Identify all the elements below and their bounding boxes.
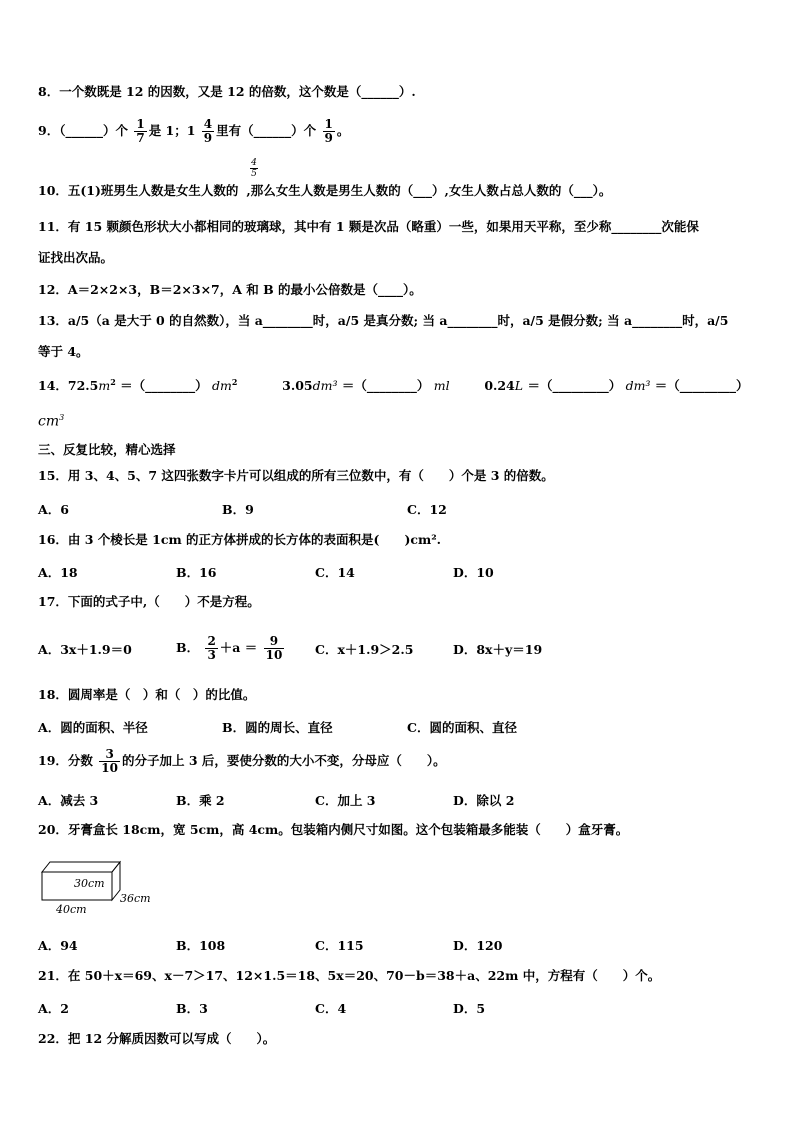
question-17: 17．下面的式子中,（ ）不是方程。 xyxy=(38,594,260,609)
q20-option-b[interactable]: B．108 xyxy=(176,938,226,953)
q20-option-d[interactable]: D．120 xyxy=(453,938,503,953)
question-14: 14．$72.5m^2$ ＝（________） $dm^2$ 3.05dm³ ＝（________） ml 0.24L ＝（_________） dm³ ＝（_________） xyxy=(38,377,749,394)
q21-option-b[interactable]: B．3 xyxy=(176,1001,208,1016)
q14-unit-dm3: dm³ xyxy=(312,378,338,394)
question-12: 12．A＝2×2×3，B＝2×3×7，A 和 B 的最小公倍数是（____）。 xyxy=(38,282,422,297)
q9-fraction-1 xyxy=(134,118,146,145)
q14-cm3-text: cm xyxy=(38,413,60,430)
q19-option-b[interactable]: B．乘 2 xyxy=(176,793,225,808)
q9-blank-2: ______ xyxy=(253,123,292,138)
q15-option-c[interactable]: C．12 xyxy=(407,502,447,517)
q14-text-d: ＝（________） xyxy=(341,378,430,394)
question-8 xyxy=(38,84,416,100)
question-9 xyxy=(38,116,349,146)
q10-frac-numerator: 4 xyxy=(251,158,257,168)
q19-option-a[interactable]: A．减去 3 xyxy=(38,793,99,808)
q19-numerator: 3 xyxy=(99,748,120,762)
q9-f3-denominator: 9 xyxy=(324,131,333,145)
q16-option-d[interactable]: D．10 xyxy=(453,565,494,580)
q17-b-f1-denominator: 3 xyxy=(207,648,216,662)
q15-option-b[interactable]: B．9 xyxy=(222,502,254,517)
q14-text-e: 0.24 xyxy=(484,378,515,394)
q15-option-a[interactable]: A．6 xyxy=(38,502,69,517)
box-figure xyxy=(38,858,168,918)
question-19 xyxy=(38,746,446,776)
q14-unit-dm3-b: dm³ xyxy=(625,378,651,394)
q21-option-d[interactable]: D．5 xyxy=(453,1001,486,1016)
q9-f2-denominator: 9 xyxy=(203,131,213,145)
q9-text-b: ）个 xyxy=(102,123,128,138)
q14-unit-dm: dm xyxy=(212,378,232,394)
q9-text-c: 是 1；1 xyxy=(148,123,196,138)
q10-text-d: ）。 xyxy=(592,183,612,198)
q17-option-c[interactable]: C．x＋1.9＞2.5 xyxy=(315,642,414,657)
q19-text-a: 19．分数 xyxy=(38,753,93,768)
q8-blank: ______ xyxy=(361,84,399,99)
q10-frac-denominator: 5 xyxy=(251,169,257,179)
question-11-line-1: 11．有 15 颗颜色形状大小都相同的玻璃球，其中有 1 颗是次品（略重）一些，如果用天平称，至少称________次能保 xyxy=(38,219,699,234)
q14-unit-cm3: $cm^3$ xyxy=(38,413,65,430)
q18-option-b[interactable]: B．圆的周长、直径 xyxy=(222,720,333,735)
q19-option-c[interactable]: C．加上 3 xyxy=(315,793,376,808)
q14-text-a: 14．72.5 xyxy=(38,378,99,394)
q9-f3-numerator: 1 xyxy=(324,117,333,131)
q17-b-mid: ＋a ＝ xyxy=(219,640,258,655)
q9-fraction-2 xyxy=(202,118,214,145)
q10-blank-2: ___ xyxy=(573,183,593,198)
box-length-label: 40cm xyxy=(56,903,87,916)
question-22: 22．把 12 分解质因数可以写成（ ）。 xyxy=(38,1031,276,1046)
q10-fraction xyxy=(250,158,258,179)
q9-f2-numerator: 4 xyxy=(203,117,213,131)
box-width-label: 36cm xyxy=(120,892,151,905)
question-15: 15．用 3、4、5、7 这四张数字卡片可以组成的所有三位数中，有（ ）个是 3 的倍数。 xyxy=(38,468,554,483)
q17-b-fraction-1 xyxy=(205,635,217,662)
question-13-line-1: 13．a/5（a 是大于 0 的自然数），当 a________时，a/5 是真分数; 当 a________时，a/5 是假分数; 当 a________时，a/5 xyxy=(38,313,729,328)
q16-option-a[interactable]: A．18 xyxy=(38,565,78,580)
q17-option-b[interactable] xyxy=(176,628,286,668)
q14-text-c: 3.05 xyxy=(282,378,313,394)
q18-option-c[interactable]: C．圆的面积、直径 xyxy=(407,720,517,735)
q18-option-a[interactable]: A．圆的面积、半径 xyxy=(38,720,148,735)
q14-unit-ml: ml xyxy=(433,378,450,394)
q14-unit-l: L xyxy=(514,378,524,394)
q17-b-f1-numerator: 2 xyxy=(207,634,216,648)
box-height-label: 30cm xyxy=(74,877,105,890)
question-16: 16．由 3 个棱长是 1cm 的正方体拼成的长方体的表面积是( )cm². xyxy=(38,532,442,547)
q9-text-e: ）个 xyxy=(291,123,317,138)
q9-f1-denominator: 7 xyxy=(136,131,145,145)
q17-b-f2-numerator: 9 xyxy=(264,635,285,649)
q10-text-a: 10．五(1)班男生人数是女生人数的 xyxy=(38,183,239,198)
question-10 xyxy=(38,183,611,199)
question-18: 18．圆周率是（ ）和（ ）的比值。 xyxy=(38,687,256,702)
q17-b-f2-denominator: 10 xyxy=(265,648,283,662)
q9-fraction-3 xyxy=(323,118,335,145)
q8-text: 8．一个数既是 12 的因数，又是 12 的倍数，这个数是（ xyxy=(38,84,362,99)
q9-f1-numerator: 1 xyxy=(136,117,145,131)
question-21: 21．在 50＋x＝69、x－7＞17、12×1.5＝18、5x＝20、70－b＝38＋a、22m 中，方程有（ ）个。 xyxy=(38,968,661,983)
q17-b-fraction-2 xyxy=(264,635,285,662)
q9-text-f: 。 xyxy=(336,123,350,138)
q14-text-f: ＝（_________） xyxy=(527,378,622,394)
q19-text-b: 的分子加上 3 后，要使分数的大小不变，分母应（ ）。 xyxy=(121,753,446,768)
q14-text-g: ＝（_________） xyxy=(654,378,749,394)
section-heading: 三、反复比较，精心选择 xyxy=(38,442,176,457)
q17-option-d[interactable]: D．8x＋y＝19 xyxy=(453,642,543,657)
q14-text-b: ＝（________） xyxy=(120,378,208,394)
q16-option-b[interactable]: B．16 xyxy=(176,565,217,580)
question-11-line-2: 证找出次品。 xyxy=(38,250,114,265)
q17-b-label: B． xyxy=(176,640,200,655)
q10-blank-1: ___ xyxy=(413,183,433,198)
q21-option-c[interactable]: C．4 xyxy=(315,1001,347,1016)
q21-option-a[interactable]: A．2 xyxy=(38,1001,69,1016)
q20-option-a[interactable]: A．94 xyxy=(38,938,78,953)
q19-denominator: 10 xyxy=(101,761,118,775)
q16-option-c[interactable]: C．14 xyxy=(315,565,355,580)
q10-text-c: ）,女生人数占总人数的（ xyxy=(432,183,574,198)
q10-text-b: ,那么女生人数是男生人数的（ xyxy=(246,183,414,198)
q19-option-d[interactable]: D．除以 2 xyxy=(453,793,515,808)
q9-text-d: 里有（ xyxy=(216,123,254,138)
q14-unit-m: m xyxy=(98,378,111,394)
q9-text-a: 9．（ xyxy=(38,123,66,138)
q20-option-c[interactable]: C．115 xyxy=(315,938,364,953)
q8-text-end: ）. xyxy=(398,84,416,99)
question-13-line-2: 等于 4。 xyxy=(38,344,89,359)
q9-blank-1: ______ xyxy=(65,123,103,138)
q19-fraction xyxy=(99,748,120,775)
question-20: 20．牙膏盒长 18cm，宽 5cm，高 4cm。包装箱内侧尺寸如图。这个包装箱最多能装（ ）盒牙膏。 xyxy=(38,822,629,837)
q17-option-a[interactable]: A．3x＋1.9＝0 xyxy=(38,642,132,657)
